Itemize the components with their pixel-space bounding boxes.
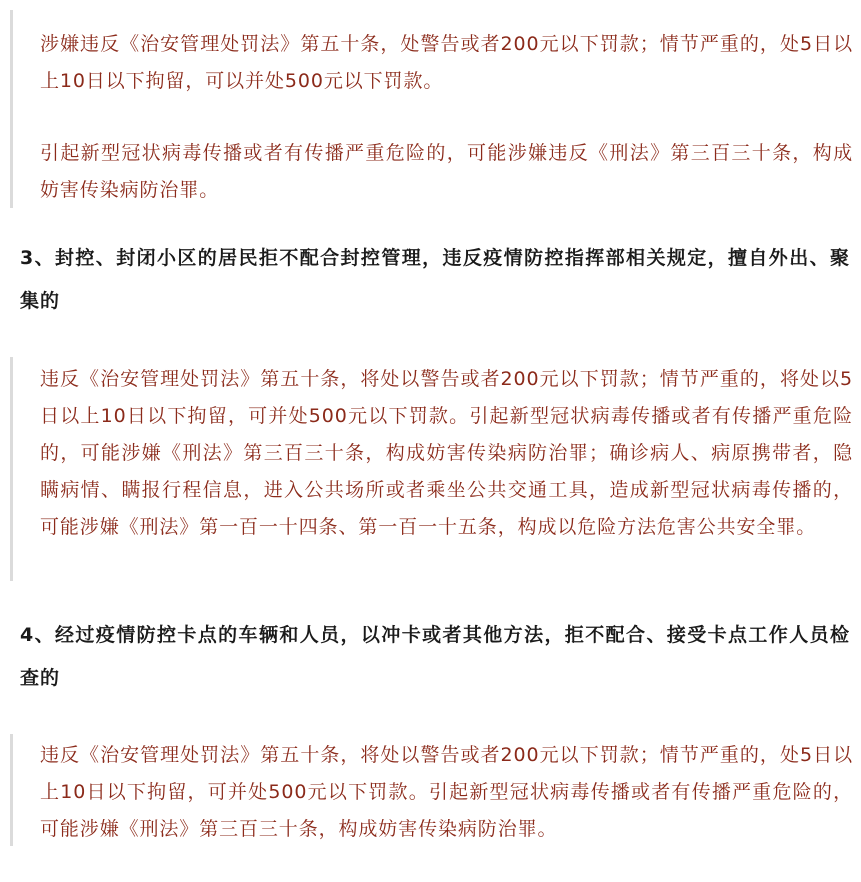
quote-paragraph: 违反《治安管理处罚法》第五十条，将处以警告或者200元以下罚款；情节严重的，将处以5日以上10日以下拘留，可并处500元以下罚款。引起新型冠状病毒传播或者有传播严重危险的，可能涉嫌《刑法》第三百三十条，构成妨害传染病防治罪；确诊病人、病原携带者，隐瞒病情、瞒报行程信息，进入公共场所或者乘坐公共交通工具，造成新型冠状病毒传播的，可能涉嫌《刑法》第一百一十四条、第一百一十五条，构成以危险方法危害公共安全罪。 xyxy=(40,368,853,538)
section-heading-4: 4、经过疫情防控卡点的车辆和人员，以冲卡或者其他方法，拒不配合、接受卡点工作人员检查的 xyxy=(20,624,850,689)
quote-paragraph: 违反《治安管理处罚法》第五十条，将处以警告或者200元以下罚款；情节严重的，处5日以上10日以下拘留，可并处500元以下罚款。引起新型冠状病毒传播或者有传播严重危险的，可能涉嫌《刑法》第三百三十条，构成妨害传染病防治罪。 xyxy=(40,744,853,840)
blockquote-penalty-1 xyxy=(10,10,861,208)
quote-paragraph: 涉嫌违反《治安管理处罚法》第五十条，处警告或者200元以下罚款；情节严重的，处5日以上10日以下拘留，可以并处500元以下罚款。 xyxy=(40,33,853,92)
blockquote-penalty-3 xyxy=(10,357,861,581)
section-heading-3: 3、封控、封闭小区的居民拒不配合封控管理，违反疫情防控指挥部相关规定，擅自外出、聚集的 xyxy=(20,247,850,312)
blockquote-penalty-4 xyxy=(10,734,861,846)
quote-paragraph: 引起新型冠状病毒传播或者有传播严重危险的，可能涉嫌违反《刑法》第三百三十条，构成妨害传染病防治罪。 xyxy=(40,142,853,201)
